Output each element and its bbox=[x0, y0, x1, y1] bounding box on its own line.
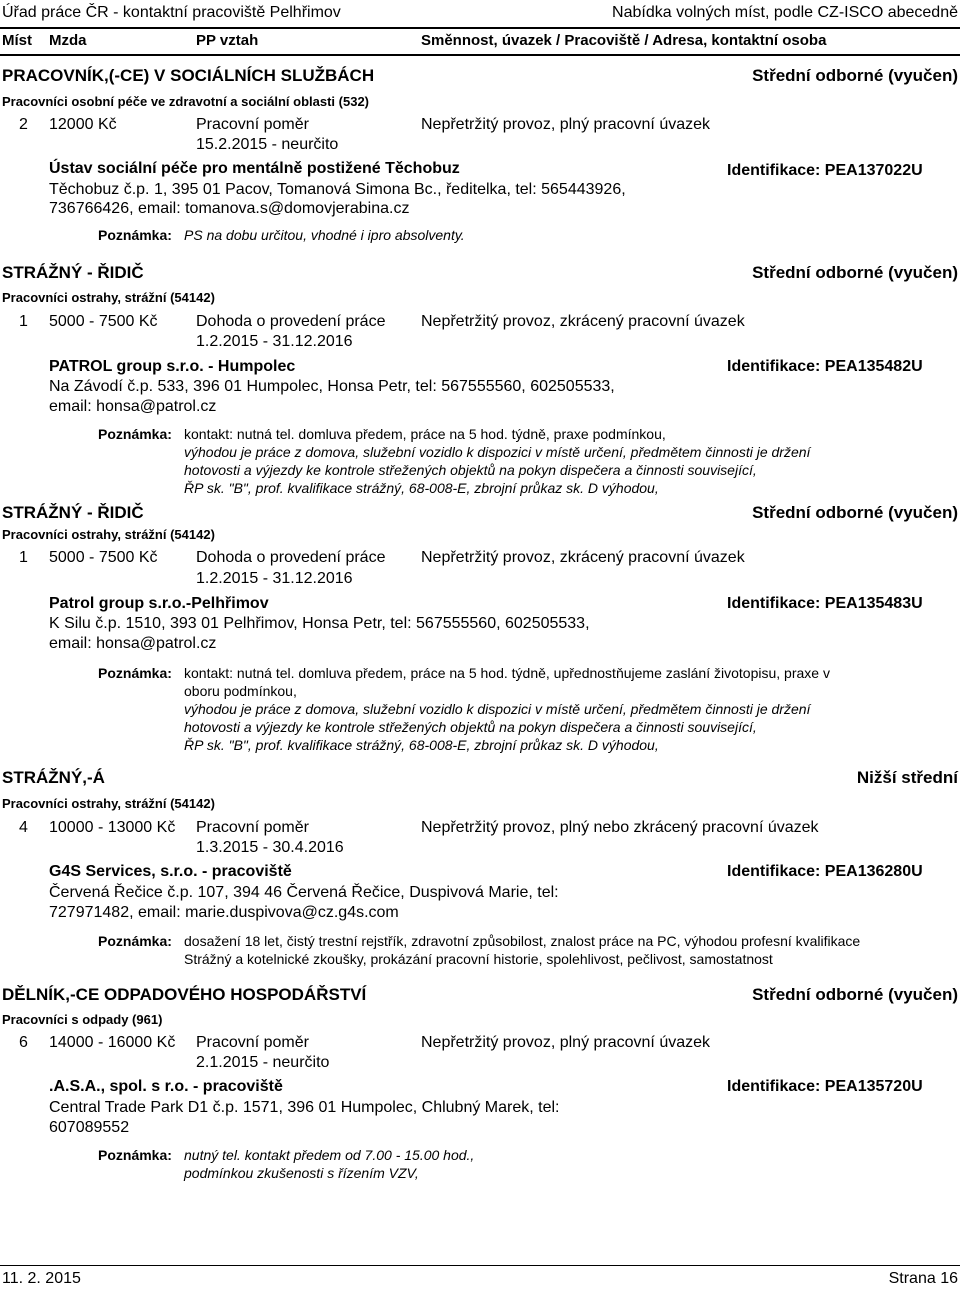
job-title: PRACOVNÍK,(-CE) V SOCIÁLNÍCH SLUŽBÁCH bbox=[2, 66, 375, 85]
note-label: Poznámka: bbox=[98, 933, 172, 949]
employer-contact: email: honsa@patrol.cz bbox=[49, 635, 217, 652]
job-category: Pracovníci s odpady (961) bbox=[2, 1012, 163, 1027]
employer-name: .A.S.A., spol. s r.o. - pracoviště bbox=[49, 1078, 283, 1095]
col-header-mist: Míst bbox=[2, 32, 32, 49]
employment-type: Pracovní poměr bbox=[196, 116, 309, 133]
note-line: kontakt: nutná tel. domluva předem, práce na 5 hod. týdně, praxe podmínkou, bbox=[184, 426, 666, 442]
listing-id: Identifikace: PEA136280U bbox=[727, 863, 923, 880]
note-line: ŘP sk. "B", prof. kvalifikace strážný, 68-008-E, zbrojní průkaz sk. D výhodou, bbox=[184, 480, 659, 496]
shift-type: Nepřetržitý provoz, zkrácený pracovní úvazek bbox=[421, 313, 745, 330]
footer-rule bbox=[0, 1265, 960, 1266]
employer-address: K Silu č.p. 1510, 393 01 Pelhřimov, Honsa Petr, tel: 567555560, 602505533, bbox=[49, 615, 590, 632]
page-number: Strana 16 bbox=[888, 1270, 958, 1287]
employer-address: Těchobuz č.p. 1, 395 01 Pacov, Tomanová Simona Bc., ředitelka, tel: 565443926, bbox=[49, 181, 626, 198]
col-header-pp: PP vztah bbox=[196, 32, 259, 49]
education-level: Střední odborné (vyučen) bbox=[752, 503, 958, 522]
vacancy-count: 1 bbox=[19, 313, 28, 330]
vacancy-count: 2 bbox=[19, 116, 28, 133]
note-line: Strážný a kotelnické zkoušky, prokázání pracovní historie, spolehlivost, pečlivost, samostatnost bbox=[184, 951, 773, 967]
col-header-details: Směnnost, úvazek / Pracoviště / Adresa, kontaktní osoba bbox=[421, 32, 827, 49]
note-line: ŘP sk. "B", prof. kvalifikace strážný, 68-008-E, zbrojní průkaz sk. D výhodou, bbox=[184, 737, 659, 753]
employer-name: Ústav sociální péče pro mentálně postižené Těchobuz bbox=[49, 160, 460, 177]
note-line: podmínkou zkušenosti s řízením VZV, bbox=[184, 1165, 419, 1181]
job-category: Pracovníci ostrahy, strážní (54142) bbox=[2, 796, 215, 811]
employer-contact: email: honsa@patrol.cz bbox=[49, 398, 217, 415]
employment-type: Pracovní poměr bbox=[196, 1034, 309, 1051]
salary: 14000 - 16000 Kč bbox=[49, 1034, 176, 1051]
col-header-mzda: Mzda bbox=[49, 32, 87, 49]
employer-address: Central Trade Park D1 č.p. 1571, 396 01 Humpolec, Chlubný Marek, tel: bbox=[49, 1099, 560, 1116]
header-listing-title: Nabídka volných míst, podle CZ-ISCO abecedně bbox=[612, 4, 958, 21]
date-range: 1.2.2015 - 31.12.2016 bbox=[196, 570, 353, 587]
shift-type: Nepřetržitý provoz, plný nebo zkrácený pracovní úvazek bbox=[421, 819, 819, 836]
salary: 5000 - 7500 Kč bbox=[49, 313, 158, 330]
note-line: hotovosti a výjezdy ke kontrole střežených objektů na pokyn dispečera a činnosti související, bbox=[184, 719, 757, 735]
header-rule bbox=[0, 27, 960, 29]
listing-id: Identifikace: PEA135482U bbox=[727, 358, 923, 375]
salary: 12000 Kč bbox=[49, 116, 117, 133]
employer-contact: 727971482, email: marie.duspivova@cz.g4s.com bbox=[49, 904, 399, 921]
education-level: Nižší střední bbox=[856, 768, 958, 787]
column-header-rule bbox=[0, 54, 960, 56]
job-title: DĚLNÍK,-CE ODPADOVÉHO HOSPODÁŘSTVÍ bbox=[2, 985, 367, 1004]
note-label: Poznámka: bbox=[98, 665, 172, 681]
note-line: nutný tel. kontakt předem od 7.00 - 15.00 hod., bbox=[184, 1147, 475, 1163]
job-category: Pracovníci osobní péče ve zdravotní a sociální oblasti (532) bbox=[2, 94, 370, 109]
job-category: Pracovníci ostrahy, strážní (54142) bbox=[2, 290, 215, 305]
shift-type: Nepřetržitý provoz, zkrácený pracovní úvazek bbox=[421, 549, 745, 566]
note-line: hotovosti a výjezdy ke kontrole střežených objektů na pokyn dispečera a činnosti související, bbox=[184, 462, 757, 478]
note-line: oboru podmínkou, bbox=[184, 683, 297, 699]
employer-contact: 736766426, email: tomanova.s@domovjerabina.cz bbox=[49, 200, 410, 217]
listing-id: Identifikace: PEA135483U bbox=[727, 595, 923, 612]
listing-id: Identifikace: PEA137022U bbox=[727, 162, 923, 179]
note-line: dosažení 18 let, čistý trestní rejstřík, zdravotní způsobilost, znalost práce na PC, výhodou profesní kvalifikace bbox=[184, 933, 861, 949]
employer-name: PATROL group s.r.o. - Humpolec bbox=[49, 358, 296, 375]
education-level: Střední odborné (vyučen) bbox=[752, 66, 958, 85]
date-range: 1.2.2015 - 31.12.2016 bbox=[196, 333, 353, 350]
job-title: STRÁŽNÝ - ŘIDIČ bbox=[2, 263, 144, 282]
shift-type: Nepřetržitý provoz, plný pracovní úvazek bbox=[421, 116, 711, 133]
shift-type: Nepřetržitý provoz, plný pracovní úvazek bbox=[421, 1034, 711, 1051]
note-line: kontakt: nutná tel. domluva předem, práce na 5 hod. týdně, upřednostňujeme zaslání životopisu, praxe v bbox=[184, 665, 830, 681]
education-level: Střední odborné (vyučen) bbox=[752, 985, 958, 1004]
job-category: Pracovníci ostrahy, strážní (54142) bbox=[2, 527, 215, 542]
note-label: Poznámka: bbox=[98, 227, 172, 243]
note-line: PS na dobu určitou, vhodné i ipro absolventy. bbox=[184, 227, 465, 243]
date-range: 15.2.2015 - neurčito bbox=[196, 136, 339, 153]
employment-type: Pracovní poměr bbox=[196, 819, 309, 836]
salary: 10000 - 13000 Kč bbox=[49, 819, 176, 836]
job-title: STRÁŽNÝ - ŘIDIČ bbox=[2, 503, 144, 522]
note-label: Poznámka: bbox=[98, 426, 172, 442]
footer-date: 11. 2. 2015 bbox=[2, 1270, 81, 1287]
employment-type: Dohoda o provedení práce bbox=[196, 549, 386, 566]
vacancy-count: 1 bbox=[19, 549, 28, 566]
job-title: STRÁŽNÝ,-Á bbox=[2, 768, 105, 787]
employer-contact: 607089552 bbox=[49, 1119, 130, 1136]
note-line: výhodou je práce z domova, služební vozidlo k dispozici v místě určení, předmětem činnosti je držení bbox=[184, 701, 811, 717]
date-range: 2.1.2015 - neurčito bbox=[196, 1054, 330, 1071]
employer-name: G4S Services, s.r.o. - pracoviště bbox=[49, 863, 292, 880]
vacancy-count: 6 bbox=[19, 1034, 28, 1051]
vacancy-count: 4 bbox=[19, 819, 28, 836]
header-office: Úřad práce ČR - kontaktní pracoviště Pelhřimov bbox=[2, 4, 341, 21]
date-range: 1.3.2015 - 30.4.2016 bbox=[196, 839, 344, 856]
employment-type: Dohoda o provedení práce bbox=[196, 313, 386, 330]
employer-address: Červená Řečice č.p. 107, 394 46 Červená Řečice, Duspivová Marie, tel: bbox=[49, 884, 559, 901]
note-line: výhodou je práce z domova, služební vozidlo k dispozici v místě určení, předmětem činnosti je držení bbox=[184, 444, 811, 460]
education-level: Střední odborné (vyučen) bbox=[752, 263, 958, 282]
note-label: Poznámka: bbox=[98, 1147, 172, 1163]
employer-address: Na Závodí č.p. 533, 396 01 Humpolec, Honsa Petr, tel: 567555560, 602505533, bbox=[49, 378, 615, 395]
employer-name: Patrol group s.r.o.-Pelhřimov bbox=[49, 595, 269, 612]
salary: 5000 - 7500 Kč bbox=[49, 549, 158, 566]
listing-id: Identifikace: PEA135720U bbox=[727, 1078, 923, 1095]
